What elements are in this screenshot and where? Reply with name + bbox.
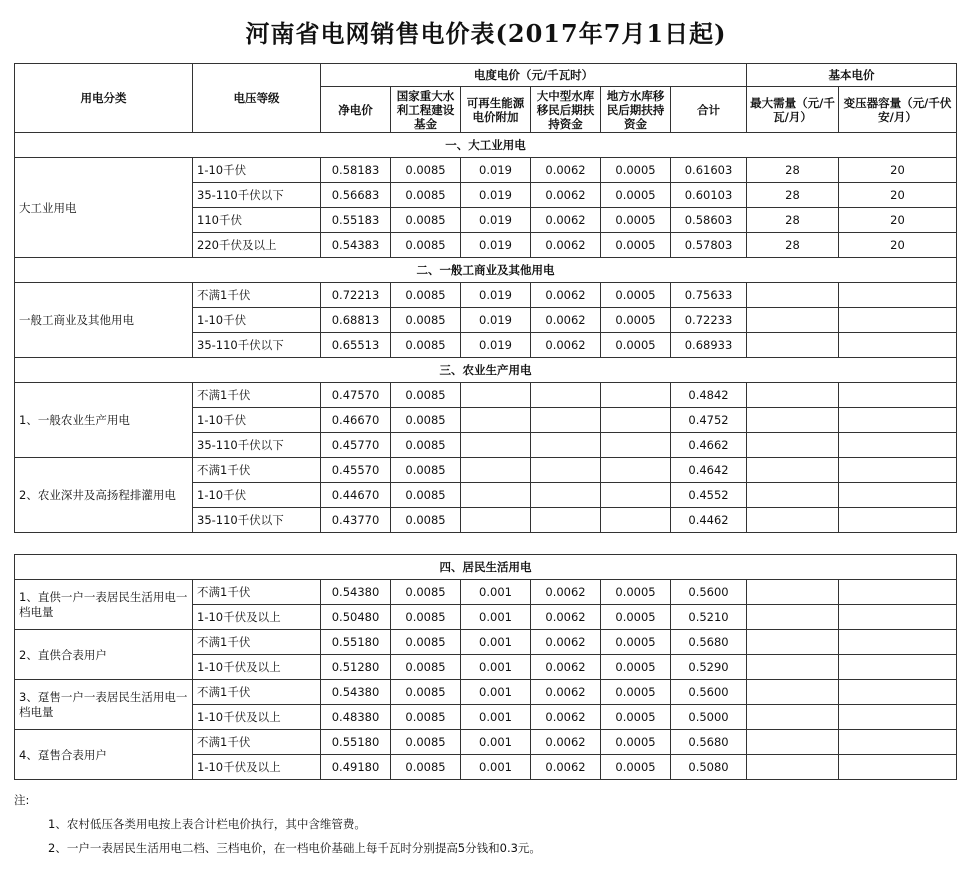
empty-cell <box>461 433 531 458</box>
empty-cell <box>747 308 839 333</box>
net-price-cell: 0.50480 <box>321 605 391 630</box>
net-price-cell: 0.43770 <box>321 508 391 533</box>
total-cell: 0.4752 <box>671 408 747 433</box>
empty-cell <box>839 283 957 308</box>
empty-cell <box>747 655 839 680</box>
fund2-cell: 0.001 <box>461 730 531 755</box>
empty-cell <box>531 458 601 483</box>
empty-cell <box>747 630 839 655</box>
fund4-cell: 0.0005 <box>601 705 671 730</box>
empty-cell <box>839 680 957 705</box>
total-cell: 0.5680 <box>671 730 747 755</box>
net-price-cell: 0.55183 <box>321 208 391 233</box>
fund1-cell: 0.0085 <box>391 580 461 605</box>
fund1-cell: 0.0085 <box>391 233 461 258</box>
group-label: 2、农业深井及高扬程排灌用电 <box>15 458 193 533</box>
group-label: 3、趸售一户一表居民生活用电一档电量 <box>15 680 193 730</box>
empty-cell <box>461 458 531 483</box>
empty-cell <box>747 730 839 755</box>
voltage-cell: 不满1千伏 <box>193 383 321 408</box>
notes <box>14 788 541 860</box>
transformer-cell: 20 <box>839 158 957 183</box>
fund2-cell: 0.001 <box>461 605 531 630</box>
empty-cell <box>839 483 957 508</box>
fund2-cell: 0.019 <box>461 333 531 358</box>
net-price-cell: 0.55180 <box>321 630 391 655</box>
total-cell: 0.5290 <box>671 655 747 680</box>
voltage-cell: 1-10千伏 <box>193 158 321 183</box>
empty-cell <box>531 383 601 408</box>
net-price-cell: 0.72213 <box>321 283 391 308</box>
fund2-cell: 0.001 <box>461 680 531 705</box>
total-cell: 0.5600 <box>671 680 747 705</box>
price-table-main <box>14 63 957 533</box>
max-demand-cell: 28 <box>747 158 839 183</box>
fund3-cell: 0.0062 <box>531 208 601 233</box>
fund3-cell: 0.0062 <box>531 183 601 208</box>
header-fund1: 国家重大水利工程建设基金 <box>391 87 461 133</box>
fund1-cell: 0.0085 <box>391 655 461 680</box>
fund4-cell: 0.0005 <box>601 333 671 358</box>
empty-cell <box>747 755 839 780</box>
fund4-cell: 0.0005 <box>601 730 671 755</box>
voltage-cell: 1-10千伏及以上 <box>193 755 321 780</box>
section-title: 三、农业生产用电 <box>15 358 957 383</box>
fund2-cell: 0.019 <box>461 158 531 183</box>
net-price-cell: 0.49180 <box>321 755 391 780</box>
empty-cell <box>747 333 839 358</box>
empty-cell <box>747 508 839 533</box>
voltage-cell: 35-110千伏以下 <box>193 433 321 458</box>
fund3-cell: 0.0062 <box>531 158 601 183</box>
fund1-cell: 0.0085 <box>391 730 461 755</box>
empty-cell <box>747 433 839 458</box>
voltage-cell: 不满1千伏 <box>193 630 321 655</box>
empty-cell <box>839 433 957 458</box>
fund3-cell: 0.0062 <box>531 755 601 780</box>
fund3-cell: 0.0062 <box>531 308 601 333</box>
header-max-demand: 最大需量（元/千瓦/月） <box>747 87 839 133</box>
fund2-cell: 0.001 <box>461 580 531 605</box>
fund2-cell: 0.001 <box>461 630 531 655</box>
net-price-cell: 0.56683 <box>321 183 391 208</box>
voltage-cell: 不满1千伏 <box>193 730 321 755</box>
empty-cell <box>839 333 957 358</box>
header-voltage: 电压等级 <box>193 64 321 133</box>
voltage-cell: 不满1千伏 <box>193 283 321 308</box>
fund1-cell: 0.0085 <box>391 483 461 508</box>
empty-cell <box>531 408 601 433</box>
total-cell: 0.5080 <box>671 755 747 780</box>
net-price-cell: 0.58183 <box>321 158 391 183</box>
empty-cell <box>601 433 671 458</box>
empty-cell <box>747 680 839 705</box>
empty-cell <box>839 755 957 780</box>
fund2-cell: 0.019 <box>461 308 531 333</box>
max-demand-cell: 28 <box>747 208 839 233</box>
empty-cell <box>839 408 957 433</box>
max-demand-cell: 28 <box>747 183 839 208</box>
voltage-cell: 1-10千伏及以上 <box>193 605 321 630</box>
total-cell: 0.60103 <box>671 183 747 208</box>
total-cell: 0.4662 <box>671 433 747 458</box>
total-cell: 0.5680 <box>671 630 747 655</box>
fund3-cell: 0.0062 <box>531 705 601 730</box>
transformer-cell: 20 <box>839 233 957 258</box>
voltage-cell: 35-110千伏以下 <box>193 333 321 358</box>
empty-cell <box>747 605 839 630</box>
net-price-cell: 0.45570 <box>321 458 391 483</box>
empty-cell <box>839 655 957 680</box>
fund2-cell: 0.019 <box>461 283 531 308</box>
empty-cell <box>461 508 531 533</box>
max-demand-cell: 28 <box>747 233 839 258</box>
voltage-cell: 35-110千伏以下 <box>193 508 321 533</box>
header-transformer: 变压器容量（元/千伏安/月） <box>839 87 957 133</box>
group-label: 一般工商业及其他用电 <box>15 283 193 358</box>
empty-cell <box>531 483 601 508</box>
empty-cell <box>839 630 957 655</box>
empty-cell <box>531 433 601 458</box>
net-price-cell: 0.54380 <box>321 580 391 605</box>
voltage-cell: 不满1千伏 <box>193 458 321 483</box>
voltage-cell: 1-10千伏 <box>193 308 321 333</box>
fund3-cell: 0.0062 <box>531 580 601 605</box>
fund1-cell: 0.0085 <box>391 680 461 705</box>
empty-cell <box>461 383 531 408</box>
empty-cell <box>747 408 839 433</box>
note-2: 2、一户一表居民生活用电二档、三档电价，在一档电价基础上每千瓦时分别提高5分钱和0.3元。 <box>48 841 541 855</box>
total-cell: 0.75633 <box>671 283 747 308</box>
fund3-cell: 0.0062 <box>531 283 601 308</box>
empty-cell <box>601 383 671 408</box>
fund2-cell: 0.019 <box>461 183 531 208</box>
empty-cell <box>839 580 957 605</box>
header-basic-price: 基本电价 <box>747 64 957 87</box>
header-fund4: 地方水库移民后期扶持资金 <box>601 87 671 133</box>
group-label: 大工业用电 <box>15 158 193 258</box>
fund4-cell: 0.0005 <box>601 630 671 655</box>
fund3-cell: 0.0062 <box>531 730 601 755</box>
note-1: 1、农村低压各类用电按上表合计栏电价执行，其中含维管费。 <box>48 817 366 831</box>
empty-cell <box>839 458 957 483</box>
net-price-cell: 0.44670 <box>321 483 391 508</box>
fund4-cell: 0.0005 <box>601 183 671 208</box>
total-cell: 0.5600 <box>671 580 747 605</box>
fund2-cell: 0.019 <box>461 208 531 233</box>
voltage-cell: 1-10千伏 <box>193 483 321 508</box>
empty-cell <box>839 605 957 630</box>
group-label: 1、直供一户一表居民生活用电一档电量 <box>15 580 193 630</box>
notes-label: 注: <box>14 793 30 807</box>
section-title: 一、大工业用电 <box>15 133 957 158</box>
voltage-cell: 不满1千伏 <box>193 680 321 705</box>
header-category: 用电分类 <box>15 64 193 133</box>
total-cell: 0.4642 <box>671 458 747 483</box>
group-label: 1、一般农业生产用电 <box>15 383 193 458</box>
empty-cell <box>839 730 957 755</box>
fund4-cell: 0.0005 <box>601 755 671 780</box>
fund3-cell: 0.0062 <box>531 333 601 358</box>
fund1-cell: 0.0085 <box>391 408 461 433</box>
fund1-cell: 0.0085 <box>391 630 461 655</box>
fund2-cell: 0.001 <box>461 655 531 680</box>
empty-cell <box>747 458 839 483</box>
total-cell: 0.5000 <box>671 705 747 730</box>
empty-cell <box>839 705 957 730</box>
fund1-cell: 0.0085 <box>391 183 461 208</box>
net-price-cell: 0.45770 <box>321 433 391 458</box>
empty-cell <box>747 383 839 408</box>
total-cell: 0.68933 <box>671 333 747 358</box>
fund1-cell: 0.0085 <box>391 705 461 730</box>
fund2-cell: 0.001 <box>461 755 531 780</box>
section-title: 四、居民生活用电 <box>15 555 957 580</box>
price-table-residential <box>14 554 957 780</box>
fund1-cell: 0.0085 <box>391 433 461 458</box>
empty-cell <box>839 308 957 333</box>
empty-cell <box>461 408 531 433</box>
voltage-cell: 110千伏 <box>193 208 321 233</box>
header-fund2: 可再生能源电价附加 <box>461 87 531 133</box>
fund1-cell: 0.0085 <box>391 333 461 358</box>
empty-cell <box>601 508 671 533</box>
fund4-cell: 0.0005 <box>601 308 671 333</box>
total-cell: 0.5210 <box>671 605 747 630</box>
fund4-cell: 0.0005 <box>601 283 671 308</box>
fund1-cell: 0.0085 <box>391 283 461 308</box>
voltage-cell: 不满1千伏 <box>193 580 321 605</box>
fund1-cell: 0.0085 <box>391 605 461 630</box>
transformer-cell: 20 <box>839 183 957 208</box>
fund1-cell: 0.0085 <box>391 755 461 780</box>
empty-cell <box>461 483 531 508</box>
fund1-cell: 0.0085 <box>391 508 461 533</box>
total-cell: 0.4552 <box>671 483 747 508</box>
transformer-cell: 20 <box>839 208 957 233</box>
net-price-cell: 0.51280 <box>321 655 391 680</box>
fund4-cell: 0.0005 <box>601 233 671 258</box>
total-cell: 0.58603 <box>671 208 747 233</box>
empty-cell <box>747 483 839 508</box>
fund1-cell: 0.0085 <box>391 383 461 408</box>
net-price-cell: 0.65513 <box>321 333 391 358</box>
fund4-cell: 0.0005 <box>601 605 671 630</box>
empty-cell <box>747 580 839 605</box>
fund4-cell: 0.0005 <box>601 580 671 605</box>
voltage-cell: 220千伏及以上 <box>193 233 321 258</box>
fund4-cell: 0.0005 <box>601 208 671 233</box>
empty-cell <box>839 508 957 533</box>
header-fund3: 大中型水库移民后期扶持资金 <box>531 87 601 133</box>
empty-cell <box>601 458 671 483</box>
net-price-cell: 0.54383 <box>321 233 391 258</box>
net-price-cell: 0.68813 <box>321 308 391 333</box>
total-cell: 0.57803 <box>671 233 747 258</box>
fund3-cell: 0.0062 <box>531 233 601 258</box>
group-label: 4、趸售合表用户 <box>15 730 193 780</box>
empty-cell <box>601 408 671 433</box>
total-cell: 0.61603 <box>671 158 747 183</box>
fund2-cell: 0.019 <box>461 233 531 258</box>
page-title: 河南省电网销售电价表(2017年7月1日起) <box>245 19 727 48</box>
header-net: 净电价 <box>321 87 391 133</box>
group-label: 2、直供合表用户 <box>15 630 193 680</box>
voltage-cell: 35-110千伏以下 <box>193 183 321 208</box>
fund2-cell: 0.001 <box>461 705 531 730</box>
empty-cell <box>839 383 957 408</box>
header-total: 合计 <box>671 87 747 133</box>
fund1-cell: 0.0085 <box>391 208 461 233</box>
empty-cell <box>531 508 601 533</box>
empty-cell <box>747 705 839 730</box>
fund3-cell: 0.0062 <box>531 680 601 705</box>
fund1-cell: 0.0085 <box>391 308 461 333</box>
fund4-cell: 0.0005 <box>601 655 671 680</box>
voltage-cell: 1-10千伏 <box>193 408 321 433</box>
fund1-cell: 0.0085 <box>391 158 461 183</box>
net-price-cell: 0.54380 <box>321 680 391 705</box>
fund3-cell: 0.0062 <box>531 605 601 630</box>
net-price-cell: 0.46670 <box>321 408 391 433</box>
section-title: 二、一般工商业及其他用电 <box>15 258 957 283</box>
empty-cell <box>747 283 839 308</box>
fund4-cell: 0.0005 <box>601 680 671 705</box>
fund3-cell: 0.0062 <box>531 630 601 655</box>
header-energy-price: 电度电价（元/千瓦时） <box>321 64 747 87</box>
fund4-cell: 0.0005 <box>601 158 671 183</box>
net-price-cell: 0.48380 <box>321 705 391 730</box>
voltage-cell: 1-10千伏及以上 <box>193 705 321 730</box>
net-price-cell: 0.55180 <box>321 730 391 755</box>
fund3-cell: 0.0062 <box>531 655 601 680</box>
total-cell: 0.4842 <box>671 383 747 408</box>
total-cell: 0.4462 <box>671 508 747 533</box>
empty-cell <box>601 483 671 508</box>
fund1-cell: 0.0085 <box>391 458 461 483</box>
voltage-cell: 1-10千伏及以上 <box>193 655 321 680</box>
net-price-cell: 0.47570 <box>321 383 391 408</box>
total-cell: 0.72233 <box>671 308 747 333</box>
